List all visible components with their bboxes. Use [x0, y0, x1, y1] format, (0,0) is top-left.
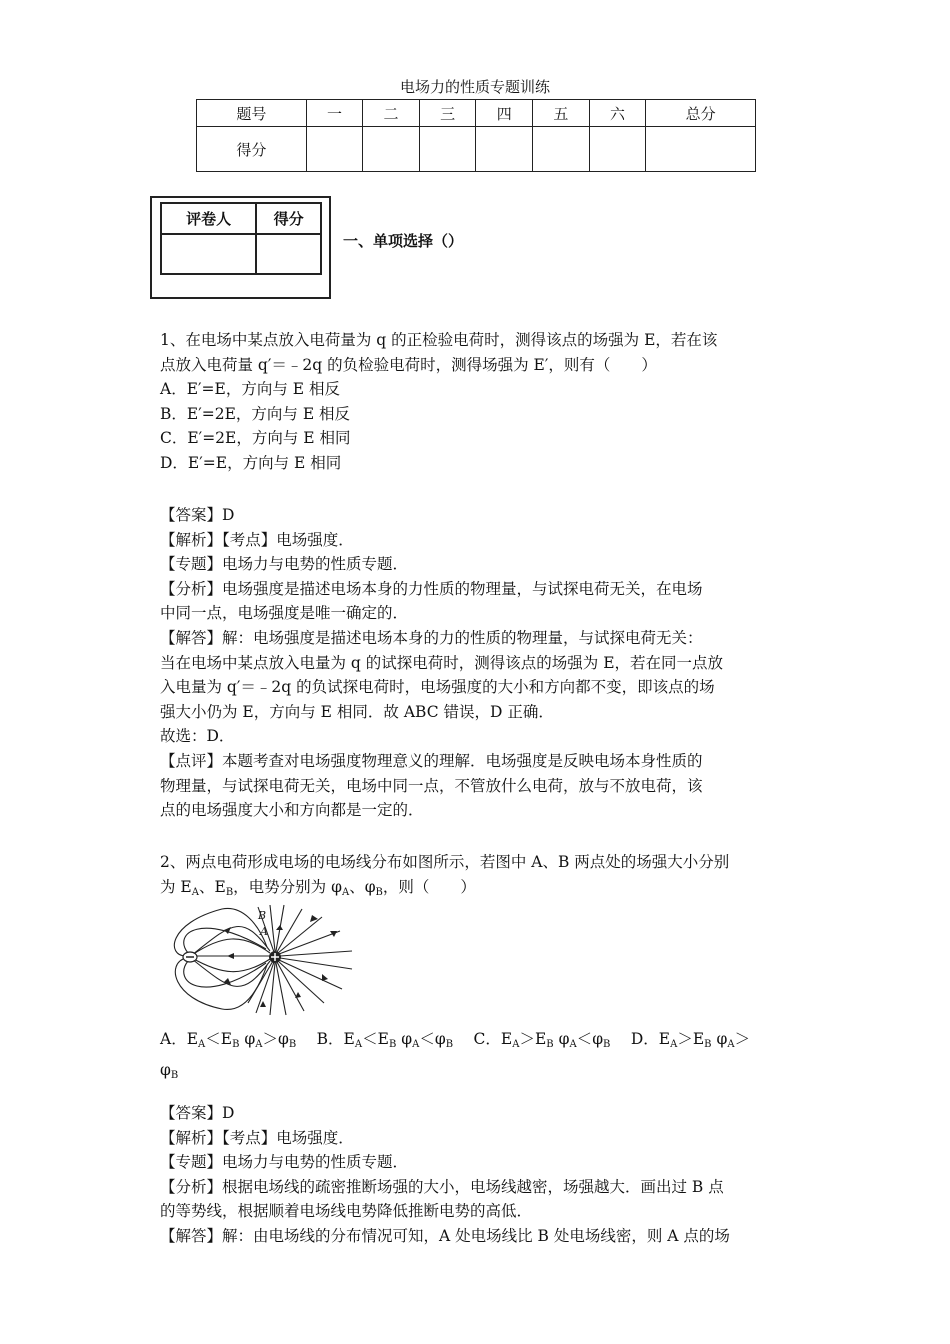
score-header-cell: 总分: [646, 100, 756, 127]
grader-score-cell: [256, 234, 321, 274]
q2-stem-line: 2、两点电荷形成电场的电场线分布如图所示，若图中 A、B 两点处的场强大小分别: [160, 853, 730, 871]
q2-option-c: C．$E_A>E_B$ $\varphi_A<\varphi_B$: [473, 1030, 611, 1050]
q1-option-b: B．E′=2E，方向与 E 相反: [160, 404, 351, 423]
q1-comment-line: 点的电场强度大小和方向都是一定的．: [160, 801, 424, 820]
q1-jieda-line: 入电量为 q′＝﹣2q 的负试探电荷时，电场强度的大小和方向都不变，即该点的场: [160, 678, 715, 697]
score-cell: [476, 127, 533, 172]
q2-options-line: [160, 1027, 792, 1058]
question-2: [160, 850, 792, 905]
document-title: 电场力的性质专题训练: [399, 78, 550, 96]
q1-analysis: 【解析】【考点】电场强度．: [160, 530, 354, 549]
q2-sub: B: [375, 886, 383, 898]
grader-cell: [161, 234, 256, 274]
q1-stem-line: 点放入电荷量 q′＝﹣2q 的负检验电荷时，测得场强为 E′，则有（ ）: [160, 355, 657, 374]
q2-text: 、φ: [349, 877, 376, 896]
score-cell: [306, 127, 363, 172]
score-row-label: 得分: [197, 127, 307, 172]
q1-answer: 【答案】D: [160, 506, 235, 524]
q1-fenxi-line: 中同一点，电场强度是唯一确定的．: [160, 604, 409, 623]
score-table-header-row: [197, 100, 756, 127]
q2-analysis: 【解析】【考点】电场强度．: [160, 1128, 354, 1147]
score-header-cell: 五: [533, 100, 590, 127]
score-cell: [533, 127, 590, 172]
q1-solution: [160, 503, 792, 823]
q1-comment-line: 物理量，与试探电荷无关，电场中同一点，不管放什么电荷，放与不放电荷，该: [160, 776, 703, 795]
q2-option-a: A．$E_A<E_B$ $\varphi_A>\varphi_B$: [160, 1030, 297, 1050]
score-header-cell: 二: [363, 100, 420, 127]
q2-text: 、E: [198, 877, 226, 896]
q1-jieda-line: 强大小仍为 E，方向与 E 相同．故 ABC 错误，D 正确．: [160, 702, 554, 721]
q2-stem-line-2: [160, 875, 792, 906]
score-header-cell: 四: [476, 100, 533, 127]
q1-option-a: A．E′=E，方向与 E 相反: [160, 380, 340, 399]
q1-option-d: D．E′=E，方向与 E 相同: [160, 453, 342, 472]
q2-topic: 【专题】电场力与电势的性质专题．: [160, 1153, 409, 1172]
score-header-cell: 题号: [197, 100, 307, 127]
grader-table: [160, 202, 322, 275]
score-cell: [646, 127, 756, 172]
figure-label-b: B: [258, 909, 267, 922]
question-1: [160, 328, 792, 476]
score-table: [196, 99, 756, 172]
q2-text: 为 E: [160, 877, 192, 896]
q2-text: ，电势分别为 φ: [233, 877, 342, 896]
q2-sub: A: [191, 886, 199, 898]
q2-options: [160, 1027, 792, 1088]
q2-option-d: D．$E_A>E_B$ $\varphi_A>$: [630, 1030, 751, 1050]
q2-option-b: B．$E_A<E_B$ $\varphi_A<\varphi_B$: [316, 1030, 454, 1050]
score-table-score-row: [197, 127, 756, 172]
score-header-cell: 三: [419, 100, 476, 127]
q1-jieda-line: 当在电场中某点放入电量为 q 的试探电荷时，测得该点的场强为 E，若在同一点放: [160, 653, 724, 672]
score-cell: [363, 127, 420, 172]
score-cell: [419, 127, 476, 172]
grader-score-label: 得分: [256, 203, 321, 234]
q2-solution: [160, 1101, 792, 1249]
q1-stem-line: 1、在电场中某点放入电荷量为 q 的正检验电荷时，测得该点的场强为 E，若在该: [160, 331, 718, 349]
q2-sub: A: [341, 886, 350, 898]
figure-label-a: A: [260, 925, 268, 938]
score-cell: [589, 127, 646, 172]
q1-jieda-line: 【解答】解：电场强度是描述电场本身的力的性质的物理量，与试探电荷无关：: [160, 628, 703, 647]
q1-topic: 【专题】电场力与电势的性质专题．: [160, 555, 409, 574]
q2-options-line-2: $\varphi_B$: [160, 1060, 179, 1081]
score-header-cell: 一: [306, 100, 363, 127]
q2-sub: B: [225, 886, 234, 898]
q2-fenxi-line: 【分析】根据电场线的疏密推断场强的大小，电场线越密，场强越大．画出过 B 点: [160, 1177, 724, 1196]
q1-comment-line: 【点评】本题考查对电场强度物理意义的理解．电场强度是反映电场本身性质的: [160, 751, 703, 770]
electric-field-lines-figure: [162, 903, 408, 1016]
q1-choose: 故选：D．: [160, 727, 235, 746]
q2-fenxi-line: 的等势线，根据顺着电场线电势降低推断电势的高低．: [160, 1202, 533, 1221]
grader-label: 评卷人: [161, 203, 256, 234]
q2-jieda-line: 【解答】解：由电场线的分布情况可知，A 处电场线比 B 处电场线密，则 A 点的场: [160, 1226, 730, 1245]
q2-text: ，则（ ）: [382, 877, 476, 896]
section-heading: 一、单项选择（）: [343, 232, 464, 250]
q1-fenxi-line: 【分析】电场强度是描述电场本身的力性质的物理量，与试探电荷无关，在电场: [160, 579, 703, 598]
q1-option-c: C．E′=2E，方向与 E 相同: [160, 429, 351, 448]
score-header-cell: 六: [589, 100, 646, 127]
q2-answer: 【答案】D: [160, 1104, 235, 1122]
